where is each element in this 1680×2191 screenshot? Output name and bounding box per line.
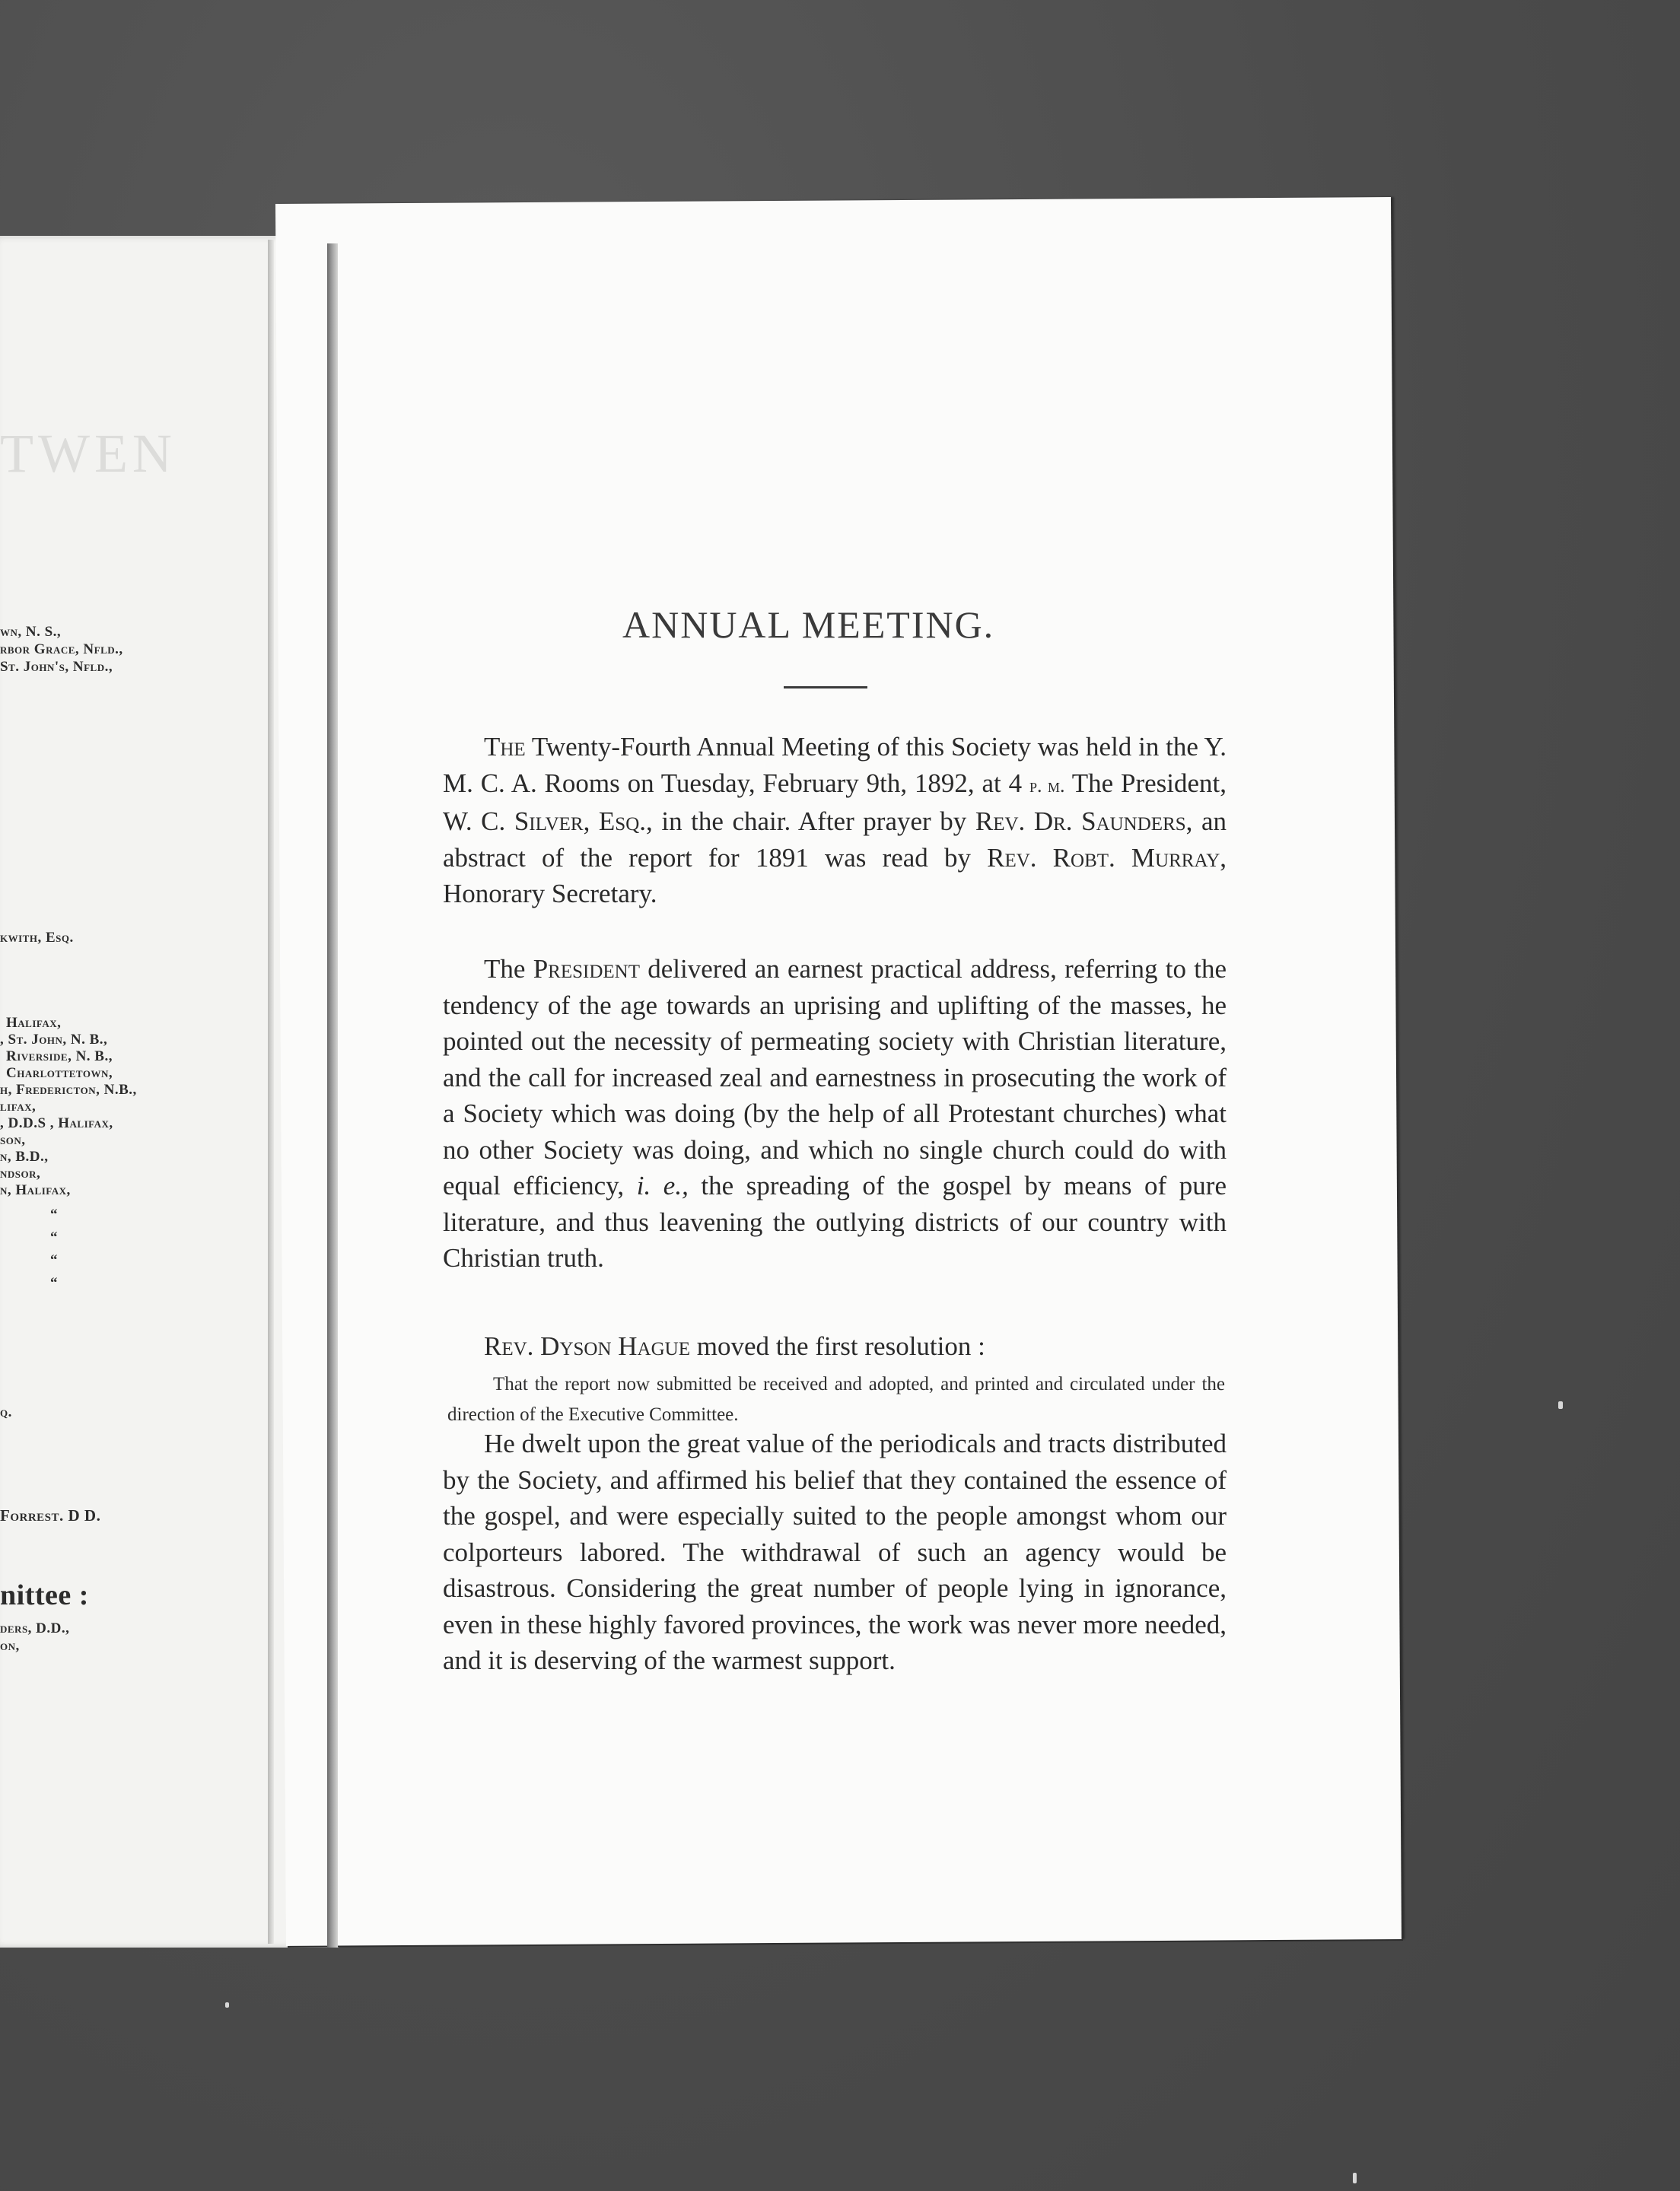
left-page-faint-heading: TWEN bbox=[0, 423, 177, 484]
left-page-line: h, Fredericton, N.B., bbox=[0, 1082, 137, 1098]
paragraph-1-text: The President, W. C. bbox=[443, 768, 1227, 836]
left-page-line: ders, D.D., bbox=[0, 1620, 70, 1636]
page-spine bbox=[327, 243, 338, 1948]
paragraph-1-text: , in the chair. After prayer by bbox=[646, 806, 975, 836]
left-page-line: , D.D.S , Halifax, bbox=[0, 1115, 113, 1131]
name-hague: Rev. Dyson Hague bbox=[484, 1331, 690, 1361]
left-page-line: wn, N. S., bbox=[0, 624, 62, 640]
paragraph-2-lead: The bbox=[484, 954, 533, 984]
name-murray: Rev. Robt. Murray bbox=[987, 842, 1220, 873]
paragraph-1-text: , an abstract of the report for 1891 was read by bbox=[443, 806, 1227, 873]
left-page-ditto: “ bbox=[50, 1252, 58, 1268]
paragraph-1-text: , Honorary Secretary. bbox=[443, 842, 1227, 908]
paragraph-3-text: moved the first resolution : bbox=[689, 1331, 985, 1361]
name-saunders: Rev. Dr. Saunders bbox=[975, 806, 1186, 836]
name-silver: Silver, Esq. bbox=[514, 806, 647, 836]
left-page-line: rbor Grace, Nfld., bbox=[0, 641, 123, 657]
left-page-line: St. John's, Nfld., bbox=[0, 659, 113, 675]
paragraph-1-lead: The bbox=[484, 732, 526, 762]
left-page-line: , St. John, N. B., bbox=[0, 1032, 108, 1048]
left-page-line: on, bbox=[0, 1638, 20, 1654]
left-page-line: Riverside, N. B., bbox=[6, 1048, 113, 1064]
left-page-line: lifax, bbox=[0, 1099, 37, 1115]
left-page-ditto: “ bbox=[50, 1229, 58, 1245]
left-page-line: son, bbox=[0, 1132, 26, 1148]
paragraph-2-ie: i. e., bbox=[636, 1171, 689, 1200]
left-page-ditto: “ bbox=[50, 1207, 58, 1223]
left-page-line: n, Halifax, bbox=[0, 1182, 71, 1198]
scan-speck bbox=[1353, 2173, 1357, 2183]
paragraph-1 bbox=[443, 729, 1227, 912]
paragraph-4: He dwelt upon the great value of the periodicals and tracts distributed by the Society, and affirmed his belief that they contained the essence of the gospel, and were especially suited to the people amongst whom our colporteurs labored. The withdrawal of such an agency would be disastrous. Considering the great number of people lying in ignorance, even in these highly favored provinces, the work was never more needed, and it is deserving of the warmest support. bbox=[443, 1429, 1227, 1675]
left-page-line: q. bbox=[0, 1404, 12, 1420]
paragraph-2 bbox=[443, 951, 1227, 1277]
name-president: President bbox=[533, 954, 640, 984]
resolution-text: That the report now submitted be received and adopted, and printed and circulated under the direction of the Executive Committee. bbox=[447, 1374, 1225, 1425]
left-page-line: Forrest. D D. bbox=[0, 1506, 101, 1525]
left-page-committee-heading: nittee : bbox=[0, 1579, 89, 1611]
paragraph-2-text: delivered an earnest practical address, referring to the tendency of the age towards an uprising and uplifting of the masses, he pointed out the necessity of permeating society with Christian literature, and the call for increased zeal and earnestness in prosecuting the work of a Society which was doing (by the help of all Protestant churches) what no other Society was doing, and which no single church could do with equal efficiency, bbox=[443, 954, 1227, 1200]
left-page-line: Charlottetown, bbox=[6, 1065, 113, 1081]
title-rule bbox=[784, 686, 867, 688]
left-page-line: Halifax, bbox=[6, 1015, 62, 1031]
paragraph-1-text: Twenty-Fourth Annual Meeting of this Society was held in the Y. M. C. A. Rooms on Tuesday, February 9th, 1892, at 4 bbox=[443, 732, 1227, 798]
time-pm: p. m. bbox=[1029, 774, 1065, 797]
left-page-line: ndsor, bbox=[0, 1165, 41, 1181]
left-page-ditto: “ bbox=[50, 1275, 58, 1291]
left-page-edge bbox=[268, 240, 274, 1944]
left-page-line: n, B.D., bbox=[0, 1149, 49, 1165]
paragraph-2-text: the spreading of the gospel by means of pure literature, and thus leavening the outlying districts of our country with Christian truth. bbox=[443, 1171, 1227, 1273]
page-title: ANNUAL MEETING. bbox=[622, 603, 995, 646]
paragraph-3 bbox=[443, 1328, 1227, 1365]
scan-speck bbox=[225, 2002, 229, 2008]
left-page-line: kwith, Esq. bbox=[0, 930, 74, 946]
scan-speck bbox=[1558, 1401, 1563, 1409]
